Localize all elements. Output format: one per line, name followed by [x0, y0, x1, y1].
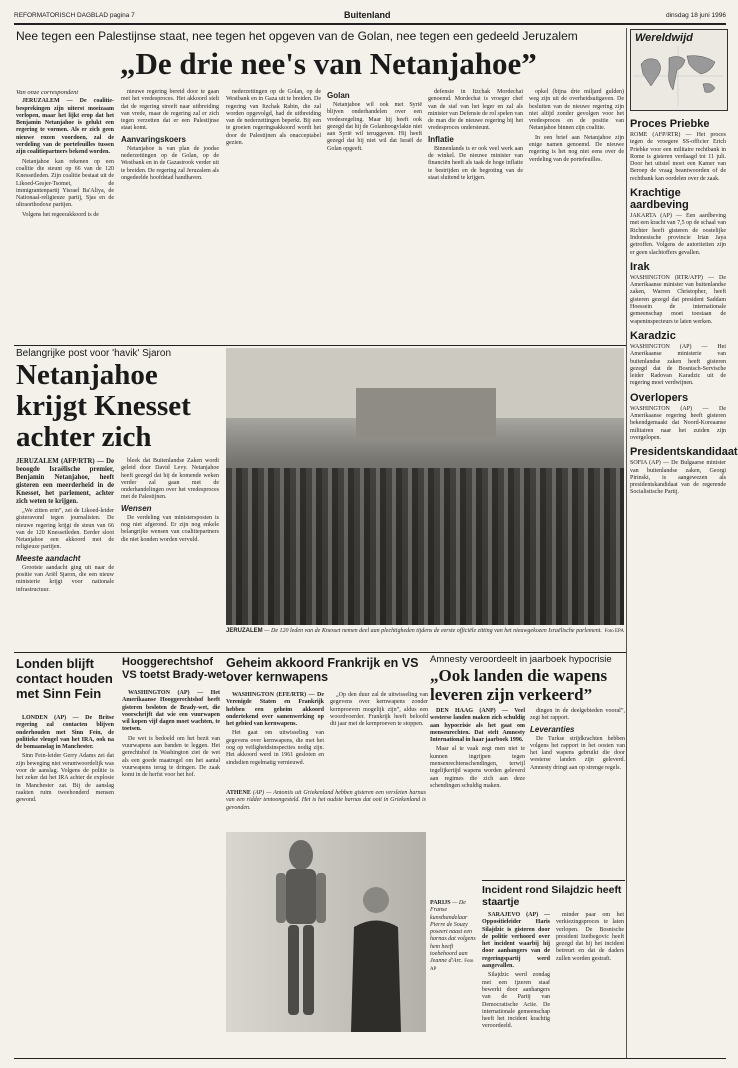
knesset-subhead: Wensen	[121, 503, 152, 513]
knesset-photo-podium	[356, 388, 496, 438]
amnesty-col2	[530, 708, 625, 858]
amnesty-para: Maar al te vaak zegt men niet te kunnen ingrijpen tegen mensenrechtenschendingen, terwijl tegelijkertijd wapens worden geleverd aan regimes die zich aan deze schendingen schuldig maken.	[430, 746, 525, 789]
frankrijk-headline: Geheim akkoord Frankrijk en VS over kernwapens	[226, 656, 419, 684]
amnesty-lead: DEN HAAG (ANP) — Veel westerse landen maken zich schuldig aan hypocrisie als het gaat om mensenrechten. Dat stelt Amnesty International in haar jaarboek 1996.	[430, 708, 525, 744]
knesset-kicker: Belangrijke post voor 'havik' Sjaron	[16, 348, 172, 359]
header-rule	[14, 23, 726, 25]
knesset-headline-line: achter zich	[16, 421, 152, 453]
frankrijk-lead: WASHINGTON (EFE/RTR) — De Verenigde Staten en Frankrijk hebben een geheim akkoord ondertekend over samenwerking op het gebied van kernwapens.	[226, 692, 324, 728]
world-map-icon	[633, 46, 723, 106]
frankrijk-col2	[330, 692, 428, 787]
sidebar-divider	[626, 28, 627, 1058]
person-figure-icon	[346, 882, 406, 1032]
silajdzic-lead: SARAJEVO (AP) — Oppositieleider Haris Silajdzic is gisteren door de politie verhoord over het incident waarbij hij door aanhangers van de regeringspartij werd aangevallen.	[482, 912, 550, 970]
top-story-headline: „De drie nee's van Netanjahoe”	[120, 46, 537, 81]
header-section: Buitenland	[344, 10, 391, 20]
silajdzic-col2	[556, 912, 624, 1057]
amnesty-para: dingen in de deelgebieden vooral”, zegt het rapport.	[530, 708, 625, 722]
top-story-subhead: Aanvaringskoers	[121, 134, 186, 144]
brief-title: Proces Priebke	[630, 118, 710, 130]
athene-caption	[226, 790, 426, 830]
brief-title: Karadzic	[630, 329, 676, 342]
knesset-photo-floor	[226, 468, 624, 625]
top-story-byline: Van onze correspondent	[16, 89, 79, 96]
amnesty-subhead: Leveranties	[530, 724, 575, 734]
brief-title: Irak	[630, 260, 650, 273]
silajdzic-para: minder paar om het verkiezingsproces te laten verlopen. De Bosnische president Izetbegovic heeft gezegd dat hij het incident betreurt en dat de daders zullen worden gestraft.	[556, 912, 624, 962]
top-story-para: Binnenlands is er ook veel werk aan de winkel. De nieuwe minister van financiën heeft als taak de hoge inflatie te bestrijden en de begroting van de staat sluitend te krijgen.	[428, 145, 523, 181]
top-story-para: nederzettingen op de Golan, op de Westbank en in Gaza uit te breiden. De regering van Itzchak Rabin, die zal worden opgevolgd, had de uitbreiding van de nederzettingen beperkt. Bij een te groeien regeringsakkoord wordt het door de Palestijnen als onacceptabel gezien.	[226, 89, 321, 147]
page-header	[14, 10, 726, 22]
top-story-col1	[16, 89, 114, 341]
wereldwijd-title: Wereldwijd	[635, 32, 693, 44]
knesset-headline	[16, 360, 216, 453]
amnesty-kicker: Amnesty veroordeelt in jaarboek hypocrisie	[430, 654, 612, 665]
amnesty-col1	[430, 708, 525, 858]
brief-text: WASHINGTON (RTR/AFP) — De Amerikaanse minister van buitenlandse zaken, Warren Christopher, heeft gisteren gezegd dat president Saddam Hoessein de internationale gemeenschap moet toestaan de wapeninspecteurs te laten werken.	[630, 274, 726, 325]
brady-para: De wet is bedoeld om het bezit van vuurwapens aan banden te leggen. Het gerechtshof in Washington ziet de wet als een goede maatregel om het aantal vuurwapens terug te dringen. De zaak komt in de herfst voor het hof.	[122, 735, 220, 779]
sinn-fein-lead: LONDEN (AP) — De Britse regering zal contacten blijven onderhouden met Sinn Fein, de politieke vleugel van het IRA, ook na de bomaanslag in Manchester.	[16, 715, 114, 751]
armor-figure-icon	[266, 837, 336, 1027]
caption-text: — De 120 leden van de Knesset nemen deel aan plechtigheden tijdens de eerste officiële zitting van het nieuwgekozen Israëlische parlement.	[264, 628, 602, 634]
top-story-subhead: Inflatie	[428, 134, 454, 144]
knesset-headline-line: krijgt Knesset	[16, 390, 191, 422]
top-story-para: opkel (bijna drie miljard gulden) weg zijn uit de overheidsuitgaven. De besluiten van de nieuwe regering zijn niet altijd zonder gevolgen voor het vredesproces en de positie van Netanjahoe binnen zijn coalitie.	[529, 89, 624, 132]
knesset-col2	[121, 458, 219, 653]
silajdzic-col1	[482, 912, 550, 1057]
knesset-lead: JERUZALEM (AFP/RTR) — De beoogde Israëlische premier, Benjamin Netanjahoe, heeft gisteren een meerderheid in de Knesset, het parlement, achter zich weten te krijgen.	[16, 458, 114, 505]
brief-text: ROME (AFP/RTR) — Het proces tegen de vroegere SS-officier Erich Priebke voor een militaire rechtbank in Rome is gisteren verdaagd tot 11 juli. Door het uitstel moet een Kamer van Beroep de vraag beantwoorden of de rechtbank kan oordelen over de zaak.	[630, 132, 726, 182]
sinn-fein-headline: Londen blijft contact houden met Sinn Fein	[16, 656, 113, 701]
parijs-caption	[430, 900, 478, 1050]
top-story-para: Netanjahoe is van plan de joodse nederzettingen op de Golan, op de Westbank en in de Gazastrook verder uit te breiden. De regering zal Jeruzalem als ongedeelde hoofdstad handhaven.	[121, 145, 219, 181]
wereldwijd-box	[630, 29, 728, 111]
knesset-para: „We zitten erin”, zei de Likoed-leider gisteravond tegen journalisten. De nieuwe regering krijgt de steun van 66 van de 120 Knessetleden. Eerder sloot Netanjahoe een akkoord met de religieuze partijen.	[16, 508, 114, 551]
wereldwijd-briefs	[630, 114, 738, 1064]
amnesty-para: De Turkse strijdkrachten hebben volgens het rapport in het oosten van het land wapens gebruikt die door westerse landen zijn geleverd. Amnesty dringt aan op strenge regels.	[530, 735, 625, 771]
section-rule	[14, 652, 626, 653]
top-story-col3	[226, 89, 321, 341]
brady-lead: WASHINGTON (AP) — Het Amerikaanse Hooggerechtshof heeft gisteren besloten de Brady-wet, die voorschrijft dat wie een vuurwapen wil kopen vijf dagen moet wachten, te toetsen.	[122, 690, 220, 733]
footer-rule	[14, 1058, 726, 1059]
header-left: REFORMATORISCH DAGBLAD pagina 7	[14, 12, 135, 19]
photo-credit: Foto EPA	[604, 629, 624, 634]
knesset-photo	[226, 348, 624, 625]
top-story-para: nieuwe regering bereid door te gaan met het vredesproces. Het akkoord stelt dat de regering streeft naar uitbreiding van vrede, maar de regering zal er zich tegen verzetten dat er een Palestijnse staat komt.	[121, 89, 219, 132]
silajdzic-headline: Incident rond Silajdzic heeft staartje	[482, 884, 622, 908]
top-story-para: Netanjahoe wil ook met Syrië blijven onderhandelen over een vredesregeling. Maar hij heeft ook gezegd dat hij de Golanhoogvlakte niet aan Syrië wil teruggeven. Hij heeft gezegd dat hij niet wil dat Israël de Golan opgeeft.	[327, 102, 422, 152]
amnesty-headline: „Ook landen die wapens leveren zijn verkeerd”	[430, 666, 608, 704]
top-story-lead: JERUZALEM — De coalitie-besprekingen zijn uiterst moeizaam verlopen, maar het lijkt erop dat het Benjamin Netanjahoe is gelukt een regering te vormen. Als er zich geen nieuwe rozen voordoen, zal de verdeling van de portefeuilles tussen zijn coalitiepartners bekend worden.	[16, 98, 114, 156]
brief-text: WASHINGTON (AP) — De Amerikaanse regering heeft gisteren bekendgemaakt dat Noord-Koreaanse militairen naar het zuiden zijn overgelopen.	[630, 405, 726, 441]
caption-place: JERUZALEM	[226, 628, 263, 634]
brady-body	[122, 690, 220, 1055]
knesset-photo-caption	[226, 628, 624, 635]
brief-text: SOFIA (AP) — De Bulgaarse minister van buitenlandse zaken, Georgi Pirinski, is aangewezen als presidentskandidaat van de regerende Socialistische Partij.	[630, 460, 726, 496]
knesset-headline-line: Netanjahoe	[16, 359, 158, 391]
brief-title: Overlopers	[630, 391, 689, 404]
caption-text: (AP) — Antoniis uit Griekenland hebben gisteren een versleten harnas van een ridder tentoongesteld. Het is het oudste harnas dat ooit in Griekenland is gevonden.	[226, 790, 427, 811]
top-story-col4	[327, 89, 422, 341]
brief-title: Krachtige aardbeving	[630, 187, 689, 212]
brief-text: JAKARTA (AP) — Een aardbeving met een kracht van 7,5 op de schaal van Richter heeft gisteren de oostelijke Indonesische provincie Irian Jaya getroffen. Volgens de autoriteiten zijn er geen slachtoffers gevallen.	[630, 213, 726, 256]
brady-headline: Hooggerechtshof VS toetst Brady-wet	[122, 656, 226, 681]
caption-text: — De Franse kunsthandelaar Pierre de Souzy poseert naast een harnas dat volgens hem heeft toebehoord aan Jeanne d'Arc.	[430, 900, 476, 965]
top-story-col6	[529, 89, 624, 341]
top-story-col5	[428, 89, 523, 341]
section-rule	[482, 880, 625, 881]
knesset-para: bleek dat Buitenlandse Zaken wordt geleid door David Levy. Netanjahoe heeft gezegd dat hij de komende weken verder zal gaan met de onderhandelingen over het vredesproces met de Palestijnen.	[121, 458, 219, 501]
top-story-kicker: Nee tegen een Palestijnse staat, nee tegen het opgeven van de Golan, nee tegen een gedeeld Jeruzalem	[16, 29, 578, 43]
brief-title: Presidentskandidaat	[630, 446, 738, 459]
knesset-col1	[16, 458, 114, 653]
armor-photo	[226, 832, 426, 1032]
frankrijk-para: Het gaat om uitwisseling van gegevens over kernwapens, die met het oog op veiligheidsinspecties nodig zijn. Het akkoord werd in 1961 gesloten en sindsdien regelmatig vernieuwd.	[226, 730, 324, 766]
caption-place: ATHENE	[226, 790, 251, 796]
top-story-para: In een brief aan Netanjahoe zijn enige namen genoemd. De nieuwe regering is het nog niet eens over de verdeling van de portefeuilles.	[529, 134, 624, 163]
top-story-para: defensie in Itzchak Mordechai genoemd. Mordechai is vroeger chef van de staf van het leger en zal als minister van Defensie de rol spelen van de man die de nieuwe regering bij het vredesproces ondersteunt.	[428, 89, 523, 132]
knesset-subhead: Meeste aandacht	[16, 553, 81, 563]
top-story-para: Volgens het regeerakkoord is de	[22, 211, 99, 218]
knesset-para: Grootste aandacht ging uit naar de positie van Ariël Sjaron, die een nieuw ministerie krijgt voor nationale infrastructuur.	[16, 564, 114, 593]
section-rule	[14, 345, 626, 346]
photo-credit: Foto AP	[430, 959, 474, 972]
silajdzic-para: Silajdzic werd zondag met een ijzeren staaf bewerkt door aanhangers van de Partij van Democratische Actie. De internationale gemeenschap heeft het incident krachtig veroordeeld.	[482, 972, 550, 1030]
header-date: dinsdag 18 juni 1996	[666, 12, 726, 19]
brief-text: WASHINGTON (AP) — Het Amerikaanse ministerie van buitenlandse zaken heeft gisteren gezegd dat de Bosnisch-Servische leider Radovan Karadzic uit de regering moet verdwijnen.	[630, 343, 726, 387]
sinn-fein-body	[16, 715, 114, 1055]
top-story-para: Netanjahoe kan rekenen op een coalitie die steunt op 66 van de 120 Knessetleden. Zijn coalitie bestaat uit de Likoed-Gesjer-Tsomet, de immigrantenpartij Yisrael Ba'Aliya, de Nationaal-religieuze partij, Sjas en de ultraorthodoxe partijen.	[16, 158, 114, 209]
top-story-subhead: Golan	[327, 91, 350, 100]
knesset-para: De verdeling van ministersposten is nog niet afgerond. Er zijn nog enkele belangrijke wensen van coalitiepartners die niet konden worden vervuld.	[121, 514, 219, 543]
top-story-col2	[121, 89, 219, 341]
sinn-fein-para: Sinn Fein-leider Gerry Adams zei dat zijn beweging niet verantwoordelijk was voor de aanslag. Volgens de politie is het zeker dat het IRA achter de explosie in Manchester zat. Bij de aanslag raakten ruim tweehonderd mensen gewond.	[16, 753, 114, 804]
caption-place: PARIJS	[430, 900, 451, 906]
frankrijk-col1	[226, 692, 324, 787]
frankrijk-para: „Op den duur zal de uitwisseling van gegevens over kernwapens zonder kernproeven mogelijk zijn”, aldus een woordvoerder. Frankrijk heeft beloofd dit jaar met de kernproeven te stoppen.	[330, 692, 428, 728]
